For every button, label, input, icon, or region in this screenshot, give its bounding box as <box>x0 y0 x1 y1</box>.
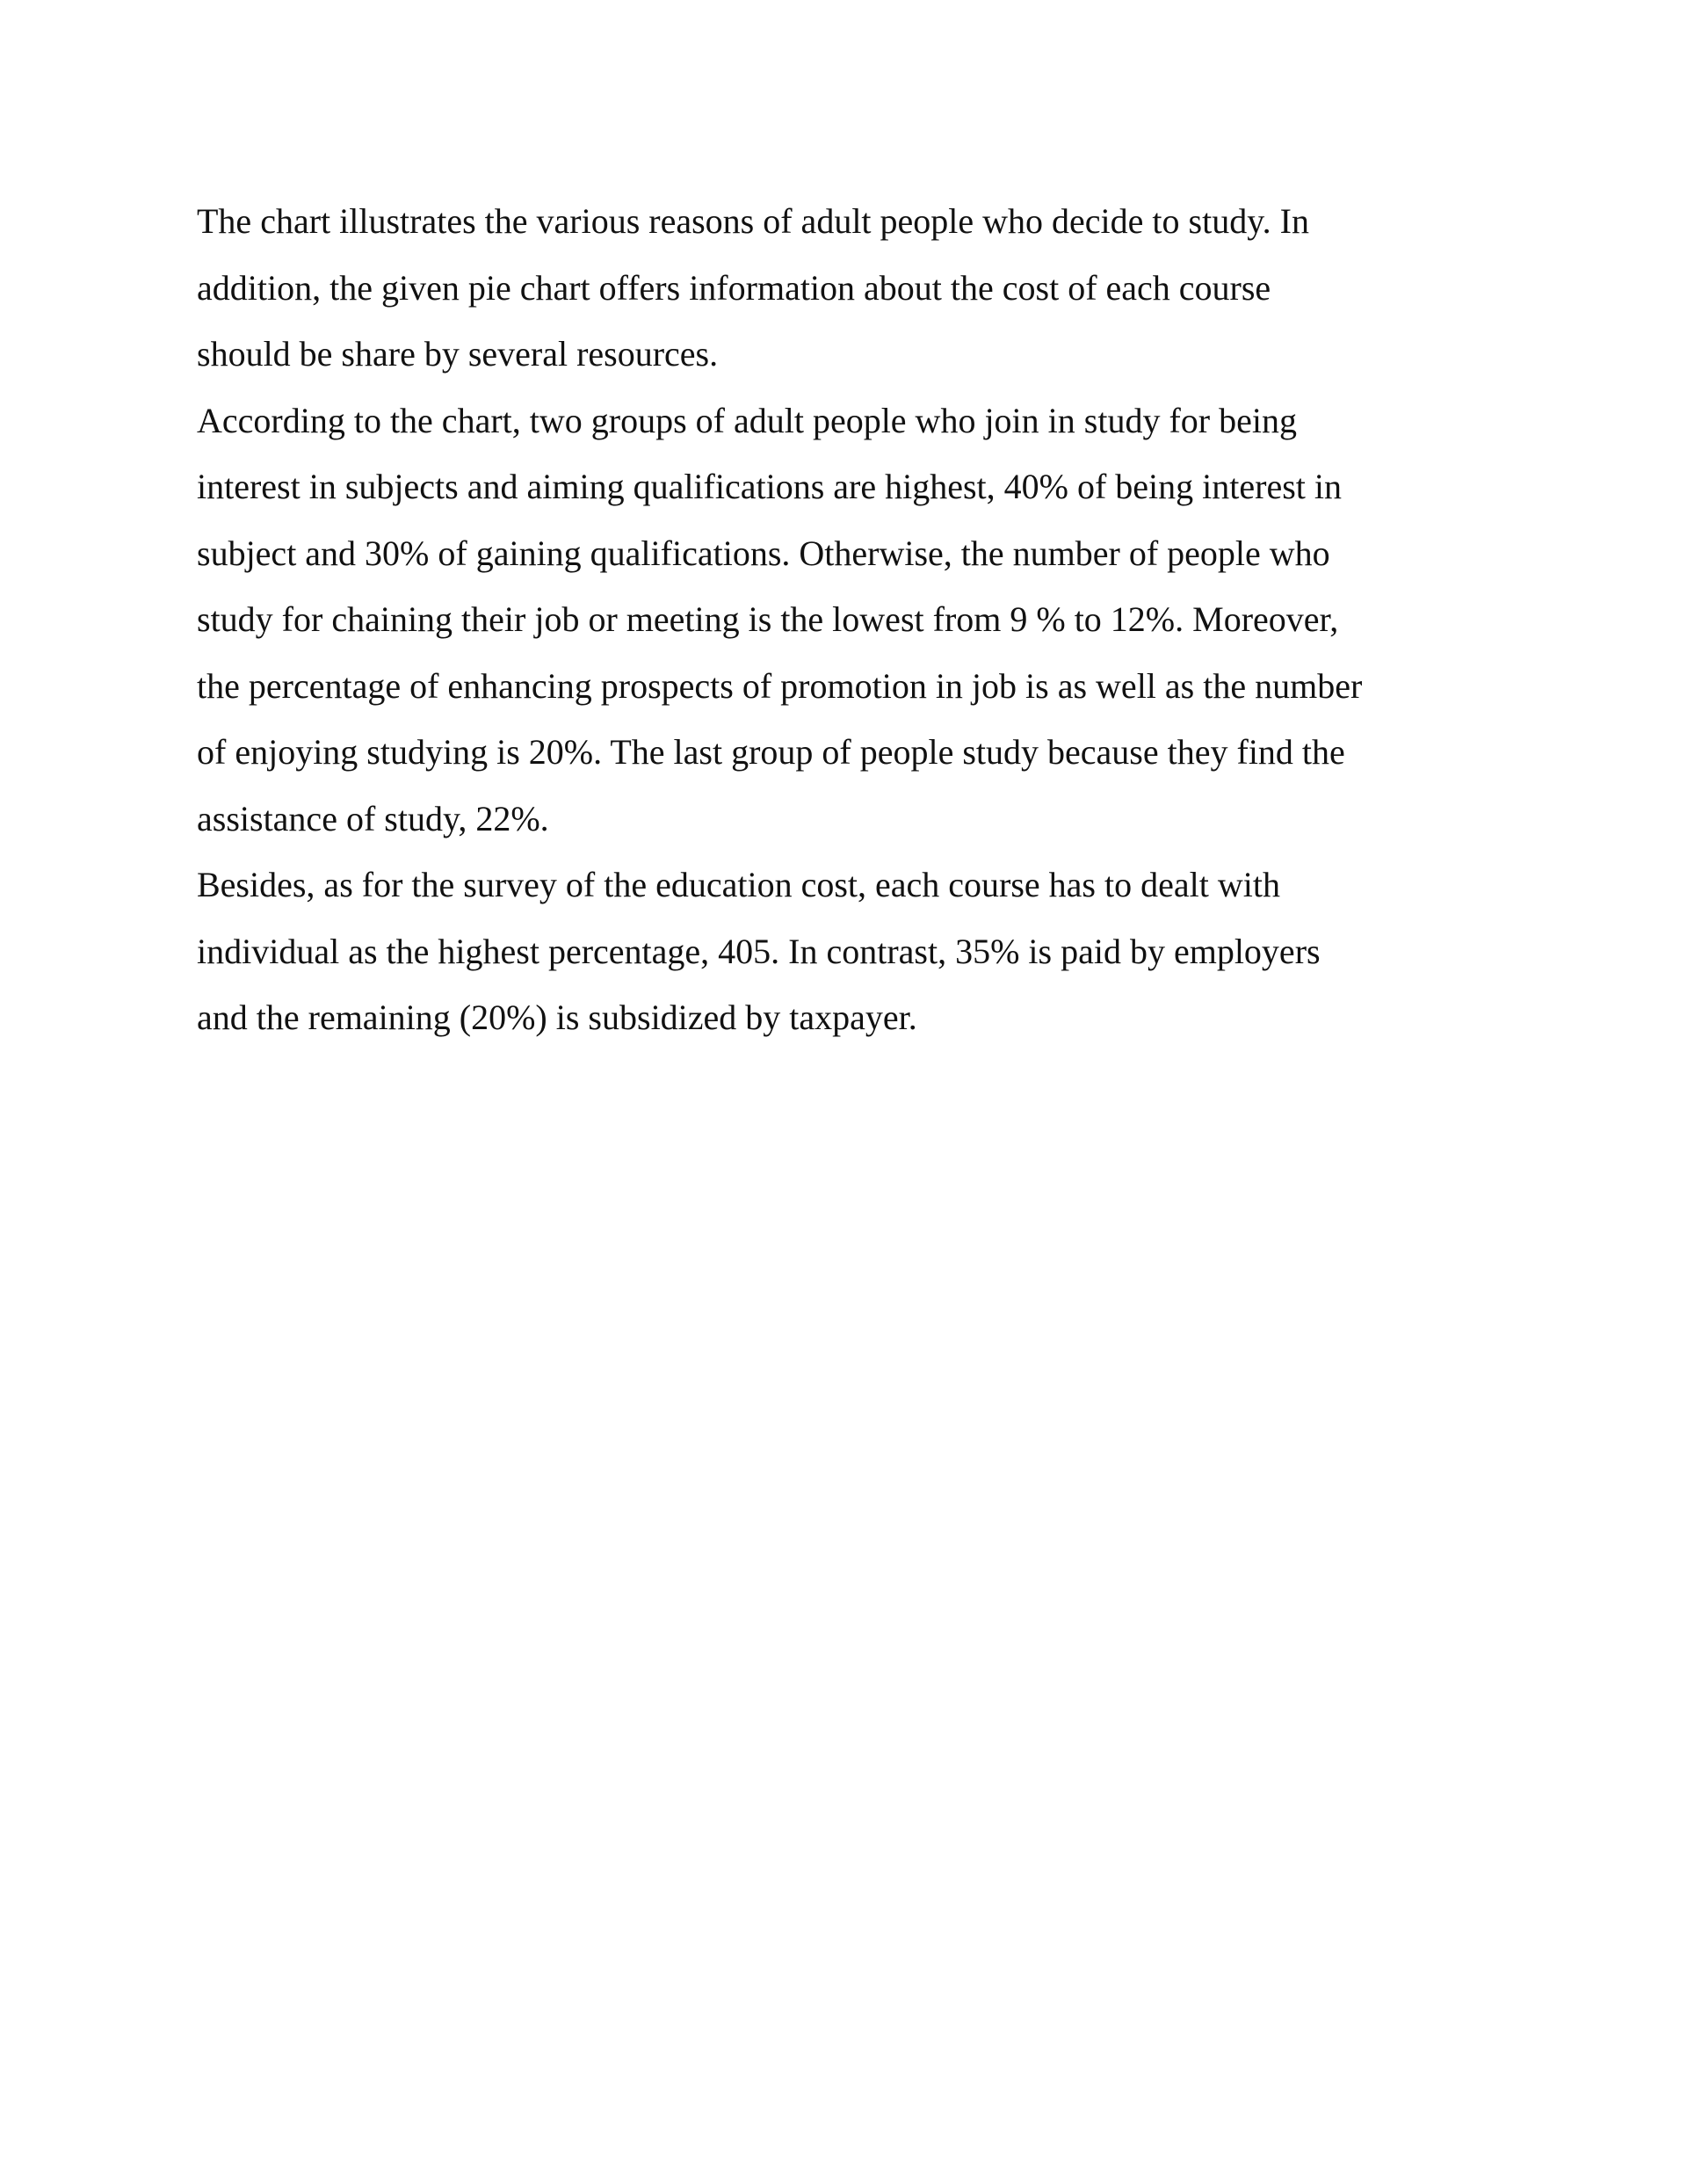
text-line: should be share by several resources. <box>197 334 719 374</box>
text-line: assistance of study, 22%. <box>197 798 549 838</box>
text-line: interest in subjects and aiming qualifications are highest, 40% of being interest in <box>197 467 1343 506</box>
text-line: of enjoying studying is 20%. The last group of people study because they find the <box>197 732 1345 772</box>
text-line: addition, the given pie chart offers information about the cost of each course <box>197 267 1271 308</box>
text-line: According to the chart, two groups of adult people who join in study for being <box>197 400 1297 440</box>
text-line: subject and 30% of gaining qualifications. Otherwise, the number of people who <box>197 533 1330 573</box>
text-line: individual as the highest percentage, 405. In contrast, 35% is paid by employers <box>197 931 1321 971</box>
text-line: Besides, as for the survey of the education cost, each course has to dealt with <box>197 865 1280 904</box>
text-line: study for chaining their job or meeting is the lowest from 9 % to 12%. Moreover, <box>197 599 1339 639</box>
text-line: The chart illustrates the various reasons of adult people who decide to study. In <box>197 201 1309 241</box>
text-line: and the remaining (20%) is subsidized by taxpayer. <box>197 998 917 1037</box>
text-line: the percentage of enhancing prospects of promotion in job is as well as the number <box>197 665 1363 706</box>
essay-text <box>197 195 1515 1058</box>
